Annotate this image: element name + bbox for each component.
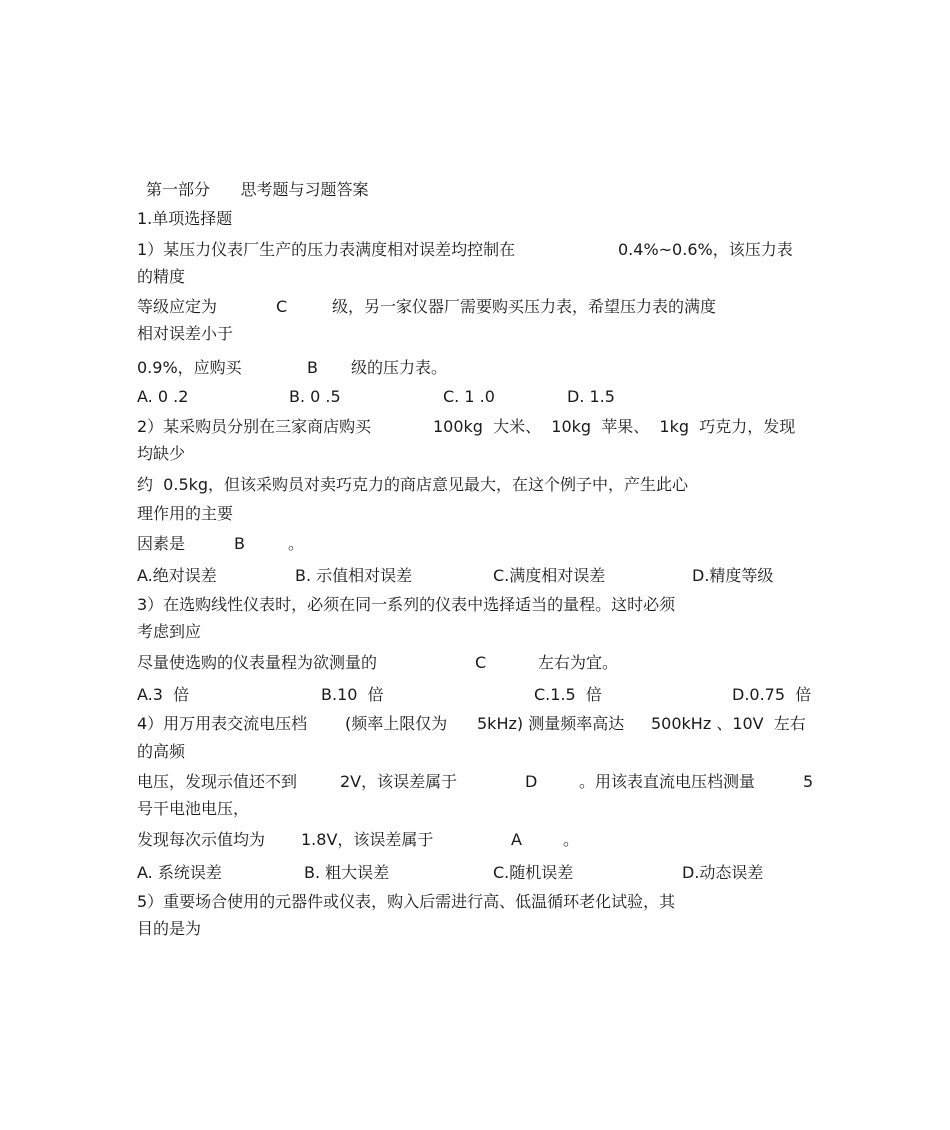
q4-option-c: C.随机误差 [493, 863, 574, 882]
q4-option-a: A. 系统误差 [137, 863, 222, 882]
q4-line3-rest: 。用该表直流电压档测量 [579, 772, 756, 791]
q3-option-c: C.1.5 倍 [534, 685, 602, 704]
q2-option-d: D.精度等级 [692, 566, 774, 585]
q4-line1-text: 4）用万用表交流电压档 [137, 714, 308, 733]
q4-option-b: B. 粗大误差 [304, 863, 390, 882]
q1-line1-text: 1）某压力仪表厂生产的压力表满度相对误差均控制在 [137, 240, 516, 259]
q2-line5-rest: 。 [288, 534, 305, 553]
q2-answer: B [234, 534, 245, 553]
q3-line1: 3）在选购线性仪表时，必须在同一系列的仪表中选择适当的量程。这时必须 [137, 595, 676, 614]
q2-option-c: C.满度相对误差 [493, 566, 606, 585]
subsection-title: 1.单项选择题 [137, 209, 233, 228]
q3-option-b: B.10 倍 [321, 685, 384, 704]
q2-option-b: B. 示值相对误差 [295, 566, 413, 585]
q2-line2: 均缺少 [137, 444, 186, 463]
q4-answer-2: A [511, 830, 522, 849]
q1-answer-1: C [276, 297, 288, 316]
q2-line4: 理作用的主要 [137, 504, 234, 523]
q1-option-d: D. 1.5 [567, 387, 615, 406]
q3-option-d: D.0.75 倍 [732, 685, 812, 704]
q3-option-a: A.3 倍 [137, 685, 190, 704]
q2-line5-text: 因素是 [137, 534, 186, 553]
q4-line1-high: 500kHz 、10V 左右 [651, 714, 806, 733]
q3-line3-text: 尽量使选购的仪表量程为欲测量的 [137, 653, 378, 672]
q4-line1-paren: (频率上限仅为 [345, 714, 448, 733]
q1-line3-rest: 级，另一家仪器厂需要购买压力表，希望压力表的满度 [332, 297, 717, 316]
q3-line3-rest: 左右为宜。 [538, 653, 619, 672]
q1-line1-range: 0.4%~0.6%，该压力表 [618, 240, 793, 259]
q4-line3-text: 电压，发现示值还不到 [137, 772, 298, 791]
q2-line1-items: 100kg 大米、 10kg 苹果、 1kg 巧克力，发现 [433, 417, 796, 436]
q4-line1-freq: 5kHz) 测量频率高达 [477, 714, 625, 733]
q2-option-a: A.绝对误差 [137, 566, 217, 585]
q4-answer-1: D [525, 772, 538, 791]
section-title: 第一部分 思考题与习题答案 [146, 180, 369, 199]
q4-option-d: D.动态误差 [682, 863, 764, 882]
q1-line4: 相对误差小于 [137, 324, 234, 343]
q1-option-c: C. 1 .0 [443, 387, 495, 406]
q1-option-a: A. 0 .2 [137, 387, 189, 406]
q4-line2: 的高频 [137, 742, 186, 761]
q5-line1: 5）重要场合使用的元器件或仪表，购入后需进行高、低温循环老化试验，其 [137, 892, 676, 911]
q4-line5-value: 1.8V，该误差属于 [301, 830, 434, 849]
q3-answer: C [475, 653, 487, 672]
q2-line3: 约 0.5kg，但该采购员对卖巧克力的商店意见最大，在这个例子中，产生此心 [137, 475, 689, 494]
q4-line3-five: 5 [803, 772, 814, 791]
q1-line5-text: 0.9%，应购买 [137, 358, 242, 377]
q4-line4: 号干电池电压， [137, 799, 250, 818]
q1-option-b: B. 0 .5 [289, 387, 341, 406]
q3-line2: 考虑到应 [137, 622, 202, 641]
q1-line3-text: 等级应定为 [137, 297, 218, 316]
q4-line3-value: 2V，该误差属于 [340, 772, 458, 791]
q1-line5-rest: 级的压力表。 [351, 358, 448, 377]
q4-line5-text: 发现每次示值均为 [137, 830, 266, 849]
q2-line1-text: 2）某采购员分别在三家商店购买 [137, 417, 372, 436]
q1-answer-2: B [307, 358, 318, 377]
q4-line5-rest: 。 [563, 830, 580, 849]
q5-line2: 目的是为 [137, 919, 202, 938]
q1-line2: 的精度 [137, 267, 186, 286]
